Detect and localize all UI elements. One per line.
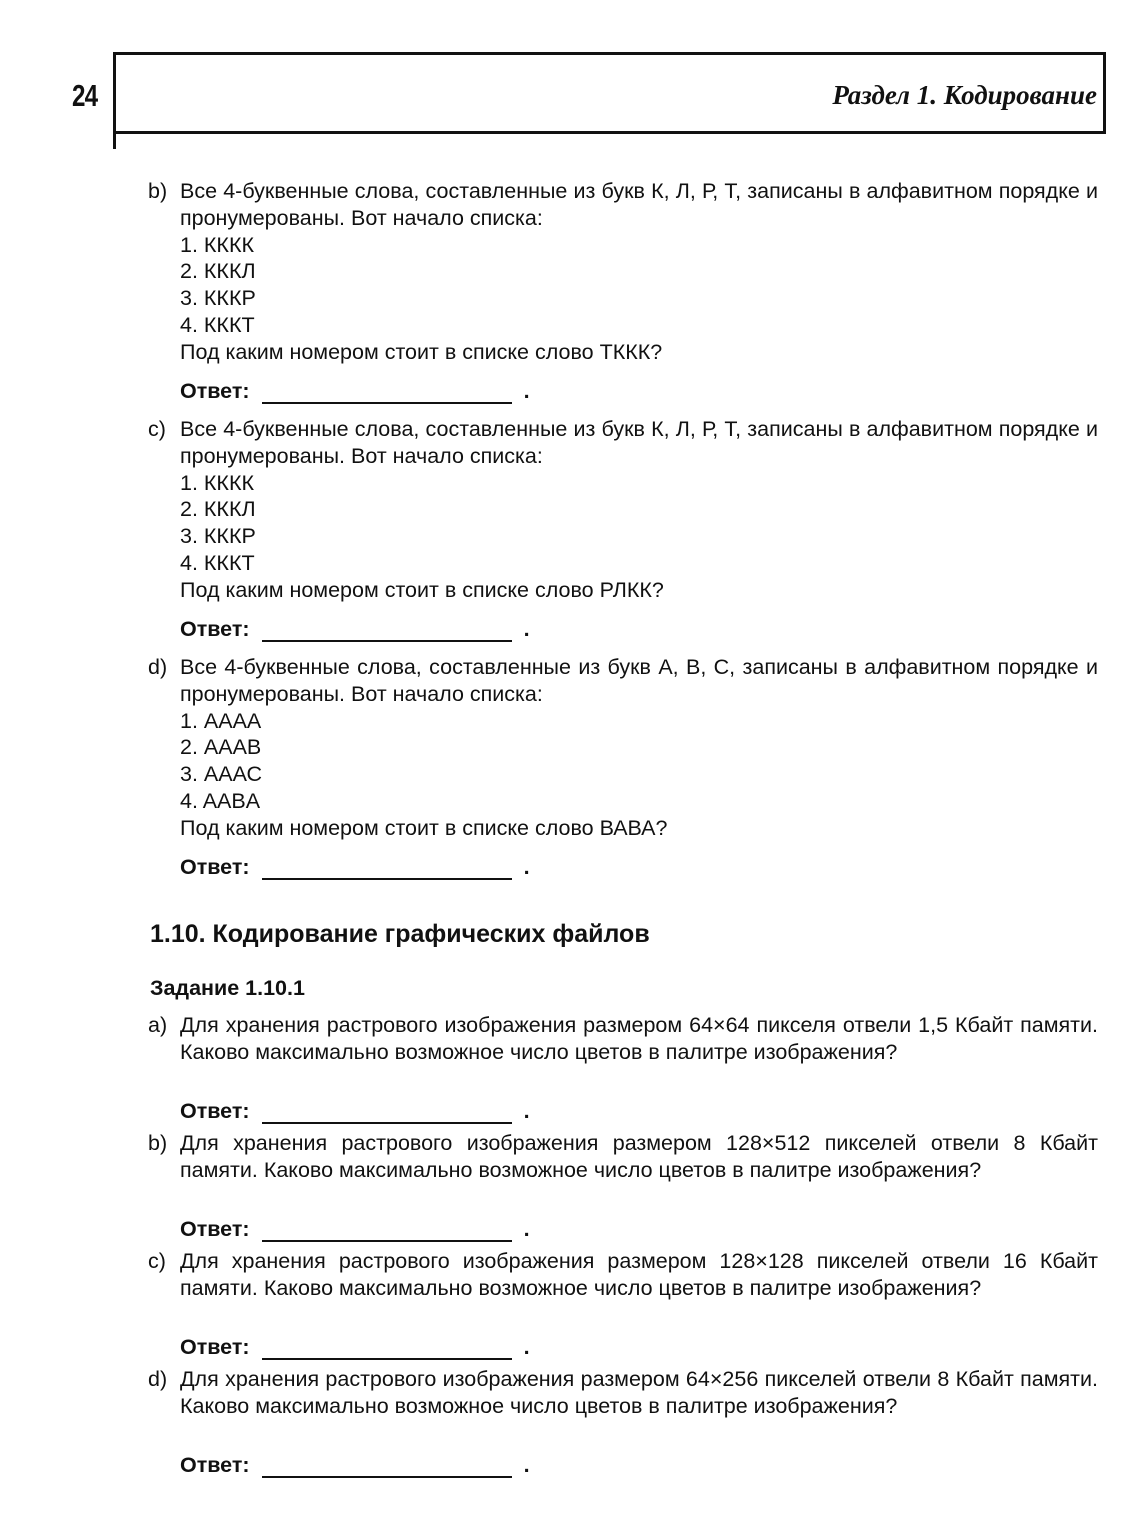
list-item: 2. КККЛ xyxy=(180,497,256,522)
answer-dot: . xyxy=(523,1335,530,1359)
task-text: Для хранения растрового изображения размером 128×512 пикселей отвели 8 Кбайт памяти. Каково максимально возможное число цветов в палитре изображения? xyxy=(180,1131,1098,1182)
word-list xyxy=(180,470,1098,577)
task-letter: a) xyxy=(148,1013,168,1037)
answer-label: Ответ: xyxy=(180,1453,250,1477)
task-heading: Задание 1.10.1 xyxy=(150,976,305,1000)
answer-label: Ответ: xyxy=(180,379,250,403)
answer-blank[interactable] xyxy=(262,1338,512,1360)
task-question: Под каким номером стоит в списке слово ТККК? xyxy=(180,339,663,364)
task-item xyxy=(148,178,1098,366)
list-item: 1. КККК xyxy=(180,232,255,257)
task-item xyxy=(148,416,1098,604)
task-item xyxy=(148,1366,1098,1420)
task-letter: b) xyxy=(148,179,168,203)
list-item: 2. АААВ xyxy=(180,735,262,760)
task-text: Для хранения растрового изображения размером 64×64 пикселя отвели 1,5 Кбайт памяти. Каково максимально возможное число цветов в палитре изображения? xyxy=(180,1013,1098,1064)
task-text: Все 4-буквенные слова, составленные из букв К, Л, Р, Т, записаны в алфавитном порядке и пронумерованы. Вот начало списка: xyxy=(180,417,1098,468)
list-item: 4. КККТ xyxy=(180,550,255,575)
answer-dot: . xyxy=(523,379,530,403)
answer-line xyxy=(180,1448,530,1478)
task-item xyxy=(148,1248,1098,1302)
answer-dot: . xyxy=(523,1217,530,1241)
list-item: 3. АААС xyxy=(180,762,262,787)
list-item: 1. АААА xyxy=(180,708,262,733)
answer-line xyxy=(180,850,530,880)
list-item: 4. AABA xyxy=(180,788,261,813)
page-number: 24 xyxy=(72,78,98,113)
list-item: 2. КККЛ xyxy=(180,259,256,284)
answer-blank[interactable] xyxy=(262,1220,512,1242)
task-item xyxy=(148,1130,1098,1184)
word-list xyxy=(180,708,1098,815)
task-item xyxy=(148,654,1098,842)
answer-line xyxy=(180,374,530,404)
section-heading: 1.10. Кодирование графических файлов xyxy=(150,920,650,948)
word-list xyxy=(180,232,1098,339)
task-letter: b) xyxy=(148,1131,168,1155)
answer-label: Ответ: xyxy=(180,1335,250,1359)
answer-blank[interactable] xyxy=(262,382,512,404)
task-letter: d) xyxy=(148,655,168,679)
answer-label: Ответ: xyxy=(180,855,250,879)
task-question: Под каким номером стоит в списке слово РЛКК? xyxy=(180,577,664,602)
answer-line xyxy=(180,1330,530,1360)
task-text: Для хранения растрового изображения размером 128×128 пикселей отвели 16 Кбайт памяти. Каково максимально возможное число цветов в палитре изображения? xyxy=(180,1249,1098,1300)
answer-label: Ответ: xyxy=(180,1099,250,1123)
task-question: Под каким номером стоит в списке слово ВАВА? xyxy=(180,815,668,840)
task-item xyxy=(148,1012,1098,1066)
answer-blank[interactable] xyxy=(262,1456,512,1478)
answer-line xyxy=(180,1212,530,1242)
answer-label: Ответ: xyxy=(180,1217,250,1241)
answer-blank[interactable] xyxy=(262,1102,512,1124)
list-item: 4. КККТ xyxy=(180,312,255,337)
task-text: Для хранения растрового изображения размером 64×256 пикселей отвели 8 Кбайт памяти. Каково максимально возможное число цветов в палитре изображения? xyxy=(180,1367,1098,1418)
answer-dot: . xyxy=(523,1099,530,1123)
answer-blank[interactable] xyxy=(262,620,512,642)
answer-blank[interactable] xyxy=(262,858,512,880)
answer-line xyxy=(180,1094,530,1124)
task-text: Все 4-буквенные слова, составленные из букв А, В, С, записаны в алфавитном порядке и пронумерованы. Вот начало списка: xyxy=(180,655,1098,706)
task-text: Все 4-буквенные слова, составленные из букв К, Л, Р, Т, записаны в алфавитном порядке и пронумерованы. Вот начало списка: xyxy=(180,179,1098,230)
task-letter: c) xyxy=(148,417,166,441)
answer-dot: . xyxy=(523,617,530,641)
list-item: 1. КККК xyxy=(180,470,255,495)
answer-dot: . xyxy=(523,1453,530,1477)
running-header-title: Раздел 1. Кодирование xyxy=(832,80,1097,110)
list-item: 3. КККР xyxy=(180,286,256,311)
list-item: 3. КККР xyxy=(180,524,256,549)
answer-label: Ответ: xyxy=(180,617,250,641)
answer-line xyxy=(180,612,530,642)
task-letter: c) xyxy=(148,1249,166,1273)
answer-dot: . xyxy=(523,855,530,879)
task-letter: d) xyxy=(148,1367,168,1391)
